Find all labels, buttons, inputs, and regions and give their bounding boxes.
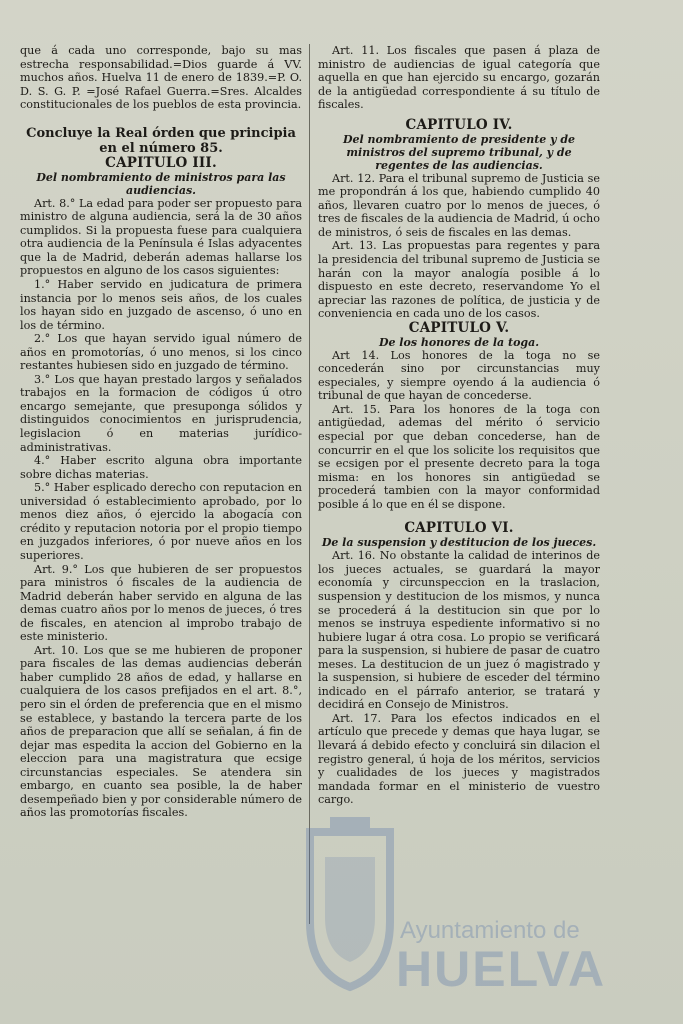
chapter-4-subtitle: Del nombramiento de presidente y de ministros del supremo tribunal, y de regentes de las audiencias. — [342, 132, 576, 172]
intro-paragraph: que á cada uno corresponde, bajo su mas estrecha responsabilidad.=Dios guarde á VV. muchos años. Huelva 11 de enero de 1839.=P. O. D. S. G. P. =José Rafael Guerra.=Sres. Alcaldes constitucionales de los pueblos de esta provincia. — [20, 44, 302, 112]
coat-of-arms-icon — [300, 812, 400, 992]
article-16: Art. 16. No obstante la calidad de interinos de los jueces actuales, se guardará la mayor economía y circunspeccion en la traslacion, suspension y destitucion de los mismos, y nunca se procederá á la destitucion sin que por lo menos se instruya espediente informativo si no hubiere lugar á otra cosa. Lo propio se verificará para la suspension, si hubiere de pasar de cuatro meses. La destitucion de un juez ó magistrado y la suspension, si hubiere de esceder del término indicado en el párrafo anterior, se tratará y decidirá en Consejo de Ministros. — [318, 549, 600, 712]
article-12: Art. 12. Para el tribunal supremo de Justicia se me propondrán á los que, habiendo cumplido 40 años, llevaren cuatro por lo menos de jueces, ó tres de fiscales de la audiencia de Madrid, ú ocho de ministros, ó seis de fiscales en las demas. — [318, 171, 600, 239]
article-8-case-1: 1.° Haber servido en judicatura de primera instancia por lo menos seis años, de los cuales los hayan sido en juzgado de ascenso, ó uno en los de término. — [20, 278, 302, 332]
article-8-case-2: 2.° Los que hayan servido igual número de años en promotorías, ó uno menos, si los cinco restantes hubiesen sido en juzgado de término. — [20, 332, 302, 373]
article-8-case-4: 4.° Haber escrito alguna obra importante sobre dichas materias. — [20, 454, 302, 481]
right-column — [318, 44, 600, 807]
chapter-4-title: CAPITULO IV. — [405, 116, 513, 133]
article-11: Art. 11. Los fiscales que pasen á plaza de ministro de audiencias de igual categoría que aquella en que han ejercido su encargo, gozarán de la antigüedad correspondiente á su título de fiscales. — [318, 44, 600, 112]
watermark-line-2: HUELVA — [396, 941, 607, 997]
chapter-5-title: CAPITULO V. — [408, 319, 510, 336]
watermark-line-1: Ayuntamiento de — [400, 917, 580, 944]
chapter-3-title: CAPITULO III. — [105, 154, 217, 171]
article-8-case-5: 5.° Haber esplicado derecho con reputacion en universidad ó establecimiento aprobado, por lo menos diez años, ó ejercido la abogacía con crédito y reputacion notoria por el propio tiempo en juzgados inferiores, ó por nueve años en los superiores. — [20, 481, 302, 562]
article-14: Art 14. Los honores de la toga no se concederán sino por circunstancias muy especiales, y siempre oyendo á la audiencia ó tribunal de que hayan de concederse. — [318, 348, 600, 403]
article-13: Art. 13. Las propuestas para regentes y para la presidencia del tribunal supremo de Justicia se harán con la mayor analogía posible á lo dispuesto en este decreto, reservandome Yo el apreciar las razones de política, de justicia y de conveniencia en cada uno de los casos. — [318, 239, 600, 321]
article-10: Art. 10. Los que se me hubieren de proponer para fiscales de las demas audiencias deberán haber cumplido 28 años de edad, y hallarse en cualquiera de los casos prefijados en el art. 8.°, pero sin el órden de preferencia que en el mismo se establece, y bastando la tercera parte de los años de preparacion que allí se señalan, á fin de dejar mas espedita la accion del Gobierno en la eleccion para una magistratura que ecsige circunstancias especiales. Se atendera sin embargo, en cuanto sea posible, la de haber desempeñado bien y por considerable número de años las promotorías fiscales. — [20, 643, 302, 820]
left-column — [20, 44, 302, 820]
article-8: Art. 8.° La edad para poder ser propuesto para ministro de alguna audiencia, será la de 30 años cumplidos. Si la propuesta fuese para cualquiera otra audiencia de la Península é Islas adyacentes que la de Madrid, deberán ademas hallarse los propuestos en alguno de los casos siguientes: — [20, 196, 302, 278]
article-9: Art. 9.° Los que hubieren de ser propuestos para ministros ó fiscales de la audiencia de Madrid deberán haber servido en alguna de las demas cuatro años por lo menos de jueces, ó tres de fiscales, en atencion al improbo trabajo de este ministerio. — [20, 562, 302, 644]
chapter-6-title: CAPITULO VI. — [404, 520, 514, 537]
column-divider — [309, 44, 310, 924]
article-8-case-3: 3.° Los que hayan prestado largos y señalados trabajos en la formacion de códigos ú otro encargo semejante, que presuponga sólidos y distinguidos conocimientos en jurisprudencia, legislacion ó en materias jurídico-administrativas. — [20, 372, 302, 454]
conclusion-heading: Concluye la Real órden que principia en el número 85. — [26, 125, 296, 156]
chapter-3-subtitle: Del nombramiento de ministros para las audiencias. — [36, 170, 286, 197]
archive-watermark — [300, 812, 620, 1012]
chapter-5-subtitle: De los honores de la toga. — [378, 335, 540, 349]
chapter-6-subtitle: De la suspension y destitucion de los jueces. — [321, 536, 597, 550]
article-15: Art. 15. Para los honores de la toga con antigüedad, ademas del mérito ó servicio especial por que deban concederse, han de concurrir en el que los solicite los requisitos que se ecsigen por el presente decreto para la toga misma: en los honores sin antigüedad se procederá tambien con la mayor conformidad posible á lo que en él se dispone. — [318, 402, 600, 511]
article-17: Art. 17. Para los efectos indicados en el artículo que precede y demas que haya lugar, se llevará á debido efecto y concluirá sin dilacion el registro general, ú hoja de los méritos, servicios y cualidades de los jueces y magistrados mandada formar en el ministerio de vuestro cargo. — [318, 711, 600, 807]
